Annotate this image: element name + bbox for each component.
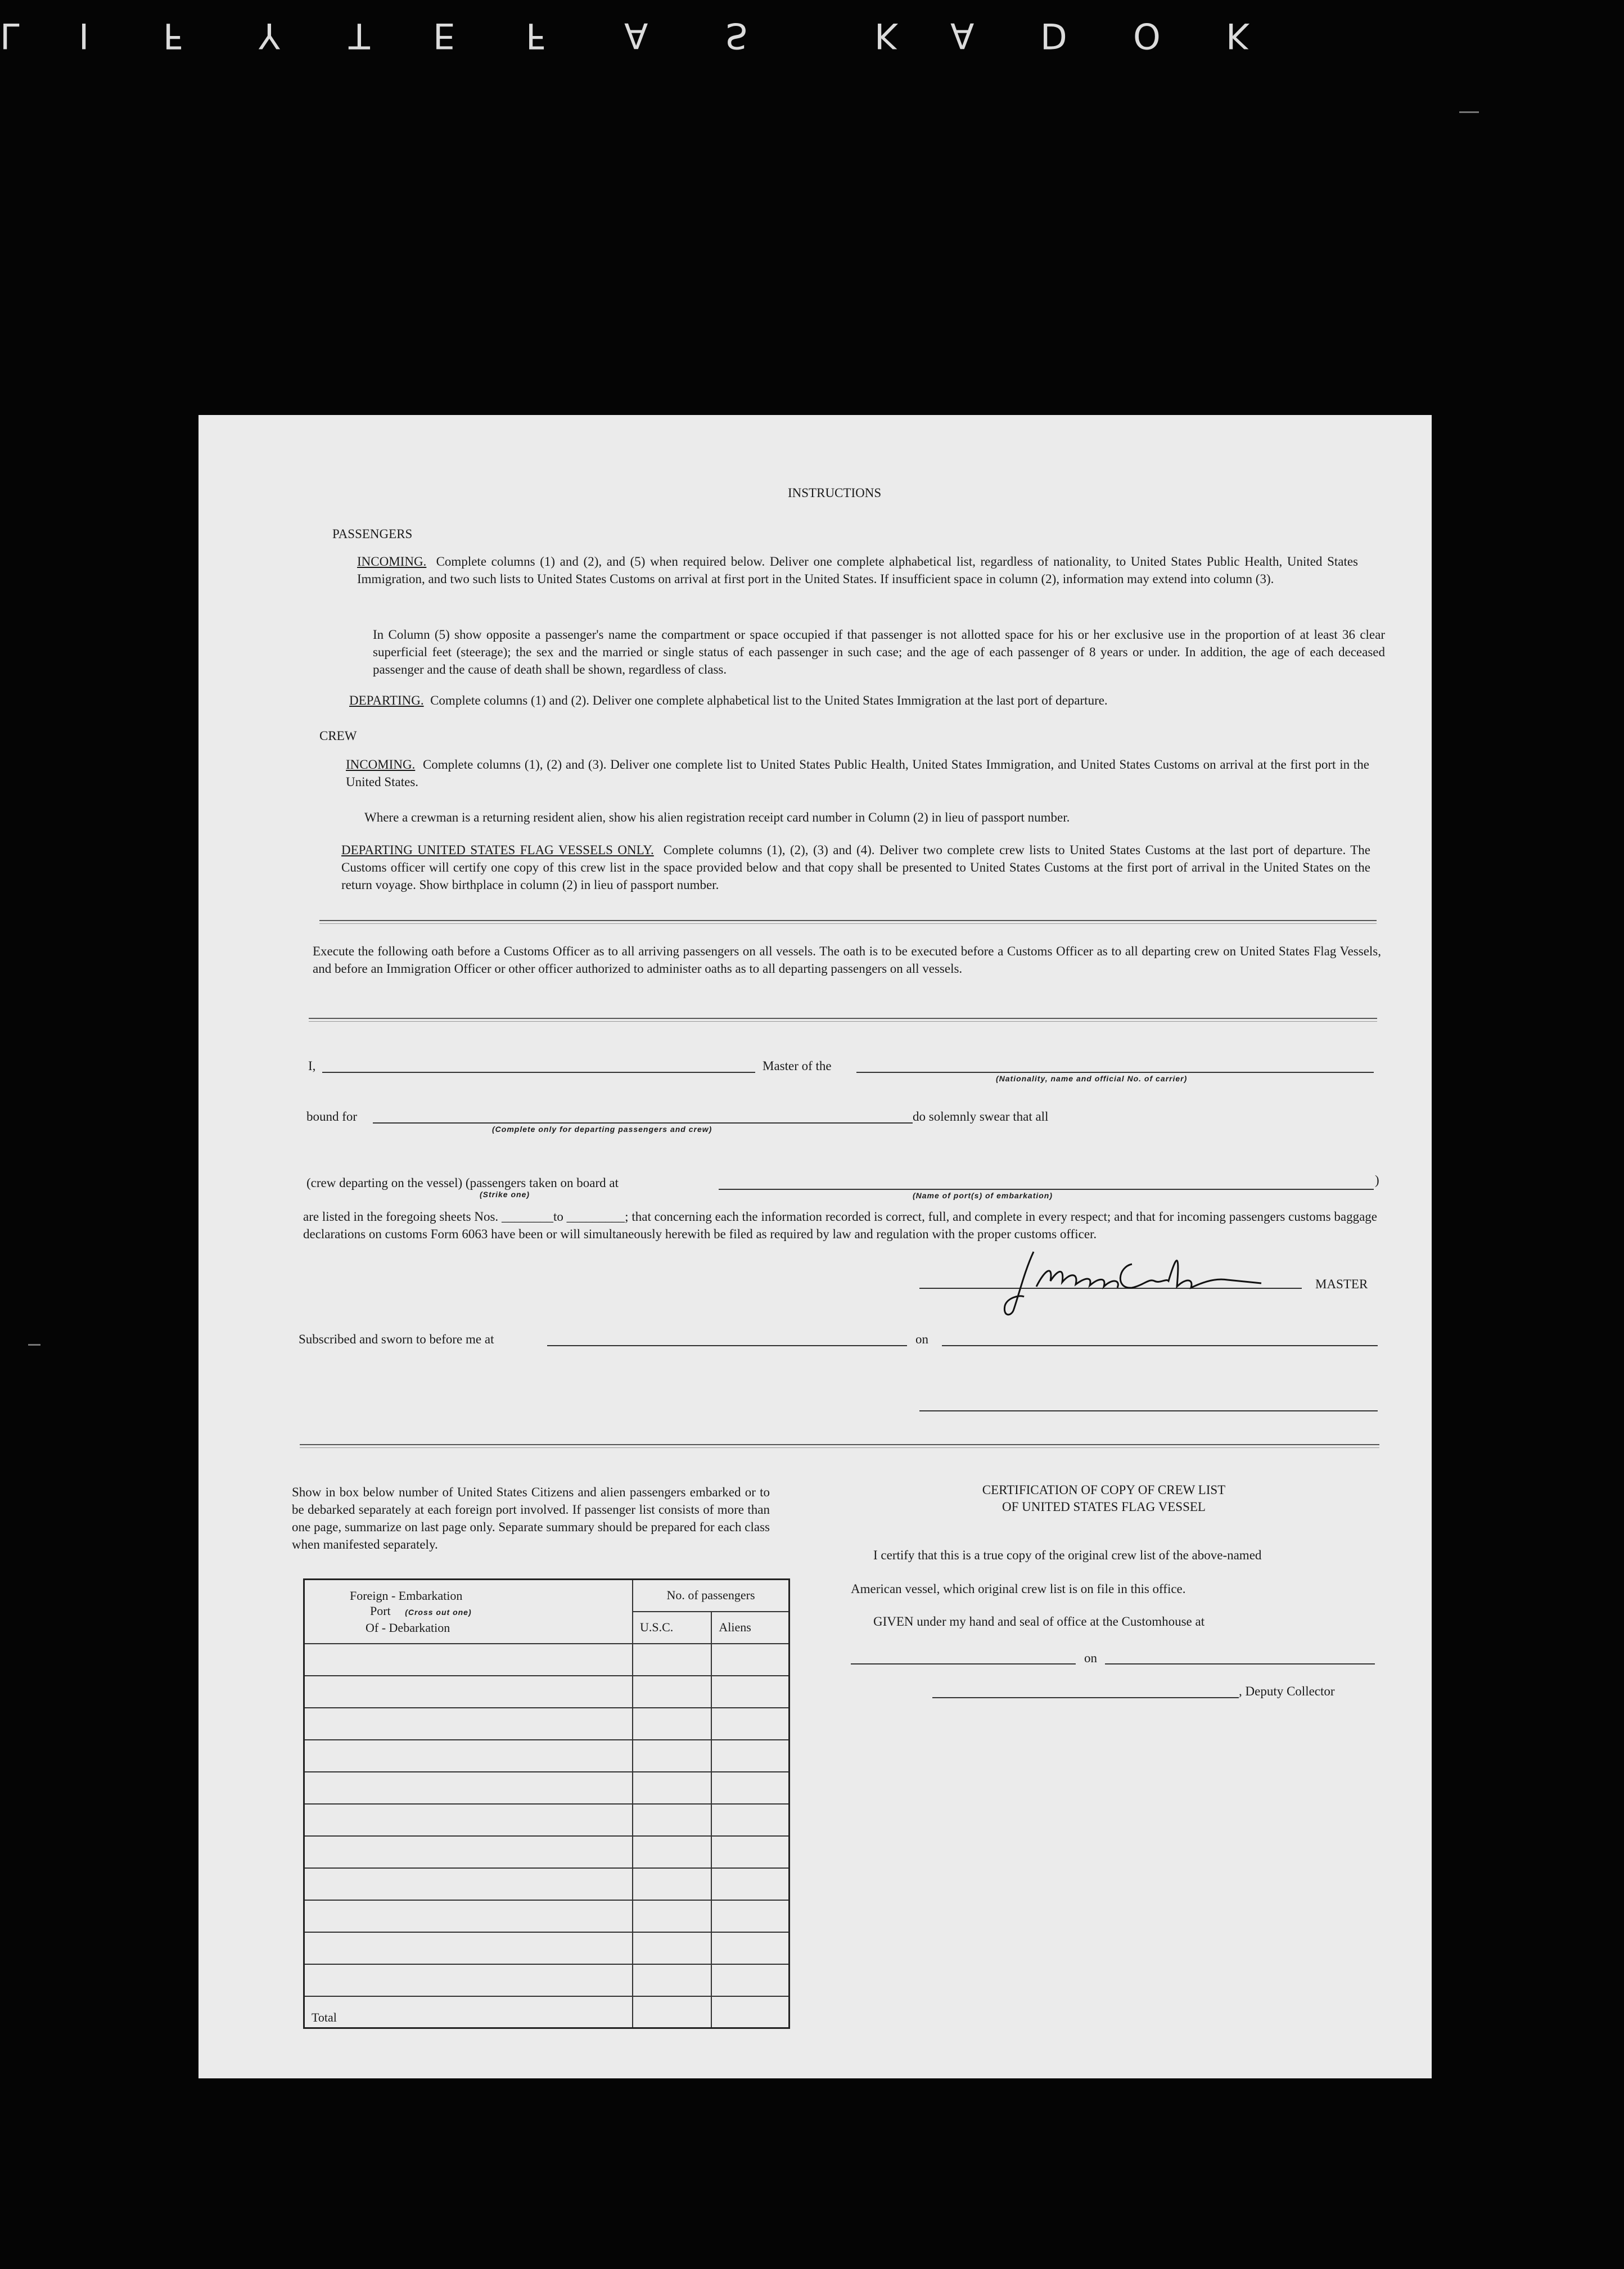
table-cell[interactable]	[633, 1836, 711, 1868]
table-cell[interactable]	[304, 1676, 633, 1708]
sworn-on-label: on	[915, 1332, 928, 1346]
table-cell[interactable]	[633, 1644, 711, 1676]
table-cell[interactable]	[711, 1644, 789, 1676]
usc-header: U.S.C.	[633, 1612, 711, 1644]
passengers-count-header: No. of passengers	[633, 1580, 790, 1612]
crewman-paragraph: Where a crewman is a returning resident alien, show his alien registration receipt card number in Column (2) in lieu of passport number.	[364, 810, 1070, 824]
table-row	[304, 1932, 790, 1964]
table-row	[304, 1644, 790, 1676]
table-cell[interactable]	[633, 1804, 711, 1836]
film-letter: O	[1133, 15, 1161, 56]
total-row	[304, 1996, 790, 2028]
certify-text: I certify that this is a true copy of the original crew list of the above-named	[873, 1548, 1262, 1562]
table-cell[interactable]	[304, 1804, 633, 1836]
bound-for-label: bound for	[306, 1109, 358, 1124]
section-divider	[319, 920, 1377, 924]
american-vessel-text: American vessel, which original crew list is on file in this office.	[851, 1582, 1186, 1596]
table-cell[interactable]	[304, 1932, 633, 1964]
table-cell[interactable]	[633, 1900, 711, 1932]
col1-line3: Of - Debarkation	[366, 1620, 450, 1635]
oath-i-label: I,	[308, 1059, 316, 1073]
table-cell[interactable]	[633, 1868, 711, 1900]
departing-label: DEPARTING.	[349, 693, 424, 707]
strike-one-caption: (Strike one)	[480, 1190, 530, 1199]
table-cell[interactable]	[304, 1868, 633, 1900]
cross-out-caption: (Cross out one)	[405, 1607, 472, 1617]
table-row	[304, 1836, 790, 1868]
port-of-embarkation-field[interactable]	[719, 1189, 1374, 1190]
close-paren: )	[1375, 1173, 1379, 1187]
film-letter: I	[79, 15, 89, 56]
sworn-at-field[interactable]	[547, 1345, 907, 1346]
film-letter: S	[725, 15, 748, 56]
film-scratch	[1459, 111, 1479, 113]
bound-for-field[interactable]	[373, 1122, 913, 1124]
oath-intro: Execute the following oath before a Customs Officer as to all arriving passengers on all vessels. The oath is to be executed before a Customs Officer as to all departing crew on United States Flag Vessels, and before an Immigration Officer or other officer authorized to administer oaths as to all departing passengers on all vessels.	[313, 944, 1381, 976]
film-letter: F	[163, 15, 183, 56]
film-letter: L	[0, 15, 20, 56]
table-row	[304, 1676, 790, 1708]
nationality-caption: (Nationality, name and official No. of carrier)	[996, 1074, 1188, 1083]
master-signature	[991, 1247, 1284, 1320]
table-cell[interactable]	[304, 1964, 633, 1996]
film-letter: Y	[259, 15, 280, 56]
do-solemnly-text: do solemnly swear that all	[913, 1109, 1049, 1124]
film-letter: A	[950, 15, 975, 56]
crew-incoming-text: Complete columns (1), (2) and (3). Deliver one complete list to United States Public Health, United States Immigration, and United States Customs on arrival at the first port in the United States.	[346, 757, 1370, 789]
crew-departing-label: DEPARTING UNITED STATES FLAG VESSELS ONLY.	[341, 843, 654, 857]
customhouse-field[interactable]	[851, 1663, 1076, 1664]
crew-incoming-paragraph	[346, 756, 1369, 791]
table-cell[interactable]	[711, 1900, 789, 1932]
passengers-incoming-paragraph	[357, 553, 1358, 588]
film-letter: K	[874, 15, 897, 56]
incoming-label: INCOMING.	[357, 554, 427, 569]
deputy-collector-signature-field[interactable]	[932, 1697, 1239, 1698]
crew-heading: CREW	[319, 729, 357, 743]
table-cell[interactable]	[304, 1644, 633, 1676]
table-cell[interactable]	[711, 1836, 789, 1868]
certification-on-label: on	[1084, 1651, 1097, 1665]
certification-title-2: OF UNITED STATES FLAG VESSEL	[1002, 1500, 1206, 1514]
table-cell[interactable]	[304, 1740, 633, 1772]
table-cell[interactable]	[304, 1708, 633, 1740]
table-cell[interactable]	[304, 1900, 633, 1932]
master-name-field[interactable]	[322, 1072, 755, 1073]
summary-intro: Show in box below number of United States Citizens and alien passengers embarked or to be debarked separately at each foreign port involved. If passenger list consists of more than one page, summarize on last page only. Separate summary should be prepared for each class when manifested separately.	[292, 1485, 770, 1551]
table-cell[interactable]	[711, 1740, 789, 1772]
film-letter: T	[349, 15, 370, 56]
subscribed-label: Subscribed and sworn to before me at	[299, 1332, 494, 1346]
table-cell[interactable]	[711, 1708, 789, 1740]
table-cell[interactable]	[711, 1804, 789, 1836]
crew-departing-paragraph	[341, 841, 1370, 894]
certification-date-field[interactable]	[1105, 1663, 1375, 1664]
film-edge-markings	[0, 6, 1624, 56]
port-column-header	[304, 1580, 633, 1644]
officer-signature-field[interactable]	[919, 1410, 1378, 1411]
section-divider	[300, 1444, 1379, 1448]
crew-departing-text: Complete columns (1), (2), (3) and (4). Deliver two complete crew lists to United States Customs at the last port of departure. The Customs officer will certify one copy of this crew list in the space provided below and that copy shall be presented to United States Customs at the first port of arrival in the United States on the return voyage. Show birthplace in column (2) in lieu of passport number.	[341, 843, 1370, 892]
listed-paragraph: are listed in the foregoing sheets Nos. ________to _________; that concerning each the information recorded is correct, full, and complete in every respect; and that for incoming passengers customs baggage declarations on customs Form 6063 have been or will simultaneously herewith be filed as required by law and regulation with the proper customs officer.	[303, 1210, 1377, 1241]
port-caption: (Name of port(s) of embarkation)	[913, 1191, 1053, 1200]
table-cell[interactable]	[711, 1964, 789, 1996]
table-row	[304, 1772, 790, 1804]
table-cell[interactable]	[304, 1772, 633, 1804]
table-row	[304, 1900, 790, 1932]
table-cell[interactable]	[711, 1932, 789, 1964]
passengers-heading: PASSENGERS	[332, 527, 413, 541]
total-aliens-cell[interactable]	[711, 1996, 789, 2028]
table-cell[interactable]	[633, 1708, 711, 1740]
master-label: MASTER	[1315, 1277, 1368, 1291]
table-cell[interactable]	[633, 1676, 711, 1708]
table-row	[304, 1868, 790, 1900]
passengers-departing-paragraph	[349, 692, 1395, 709]
table-cell[interactable]	[304, 1836, 633, 1868]
certification-title-1: CERTIFICATION OF COPY OF CREW LIST	[982, 1483, 1226, 1497]
film-letter: K	[1226, 15, 1249, 56]
crew-incoming-label: INCOMING.	[346, 757, 416, 772]
given-text: GIVEN under my hand and seal of office at the Customhouse at	[873, 1614, 1205, 1629]
table-row	[304, 1804, 790, 1836]
column5-paragraph: In Column (5) show opposite a passenger's name the compartment or space occupied if that passenger is not allotted space for his or her exclusive use in the proportion of at least 36 clear superficial feet (steerage); the sex and the married or single status of each passenger in such case; and the age of each passenger of 8 years or under. In addition, the age of each deceased passenger and the cause of death shall be shown, regardless of class.	[373, 628, 1385, 676]
table-row	[304, 1708, 790, 1740]
film-letter: E	[433, 15, 455, 56]
table-row	[304, 1964, 790, 1996]
col1-line2: Port	[370, 1603, 391, 1618]
document-page	[199, 415, 1432, 2078]
master-of-the-label: Master of the	[763, 1059, 832, 1073]
instructions-title: INSTRUCTIONS	[788, 486, 882, 500]
table-row	[304, 1740, 790, 1772]
film-letter: D	[1040, 15, 1067, 56]
total-usc-cell[interactable]	[633, 1996, 711, 2028]
table-cell[interactable]	[711, 1772, 789, 1804]
film-scratch	[28, 1344, 40, 1346]
incoming-text: Complete columns (1) and (2), and (5) when required below. Deliver one complete alphabetical list, regardless of nationality, to United States Public Health, United States Immigration, and two such lists to United States Customs on arrival at first port in the United States. If insufficient space in column (2), information may extend into column (3).	[357, 554, 1359, 586]
departing-text: Complete columns (1) and (2). Deliver one complete alphabetical list to the United States Immigration at the last port of departure.	[430, 693, 1108, 707]
table-cell[interactable]	[633, 1772, 711, 1804]
table-cell[interactable]	[711, 1868, 789, 1900]
table-cell[interactable]	[633, 1964, 711, 1996]
film-letter: A	[624, 15, 648, 56]
col1-line1: Foreign - Embarkation	[350, 1588, 463, 1603]
passenger-summary-table	[303, 1578, 790, 2029]
complete-only-caption: (Complete only for departing passengers and crew)	[492, 1125, 712, 1134]
crew-passengers-text: (crew departing on the vessel) (passengers taken on board at	[306, 1176, 619, 1190]
carrier-field[interactable]	[856, 1072, 1374, 1073]
aliens-header: Aliens	[711, 1612, 789, 1644]
table-cell[interactable]	[633, 1740, 711, 1772]
table-cell[interactable]	[633, 1932, 711, 1964]
sworn-on-field[interactable]	[942, 1345, 1378, 1346]
film-letter: F	[526, 15, 546, 56]
deputy-collector-label: , Deputy Collector	[1239, 1684, 1335, 1698]
section-divider	[309, 1018, 1377, 1022]
table-cell[interactable]	[711, 1676, 789, 1708]
total-label: Total	[304, 1996, 633, 2028]
